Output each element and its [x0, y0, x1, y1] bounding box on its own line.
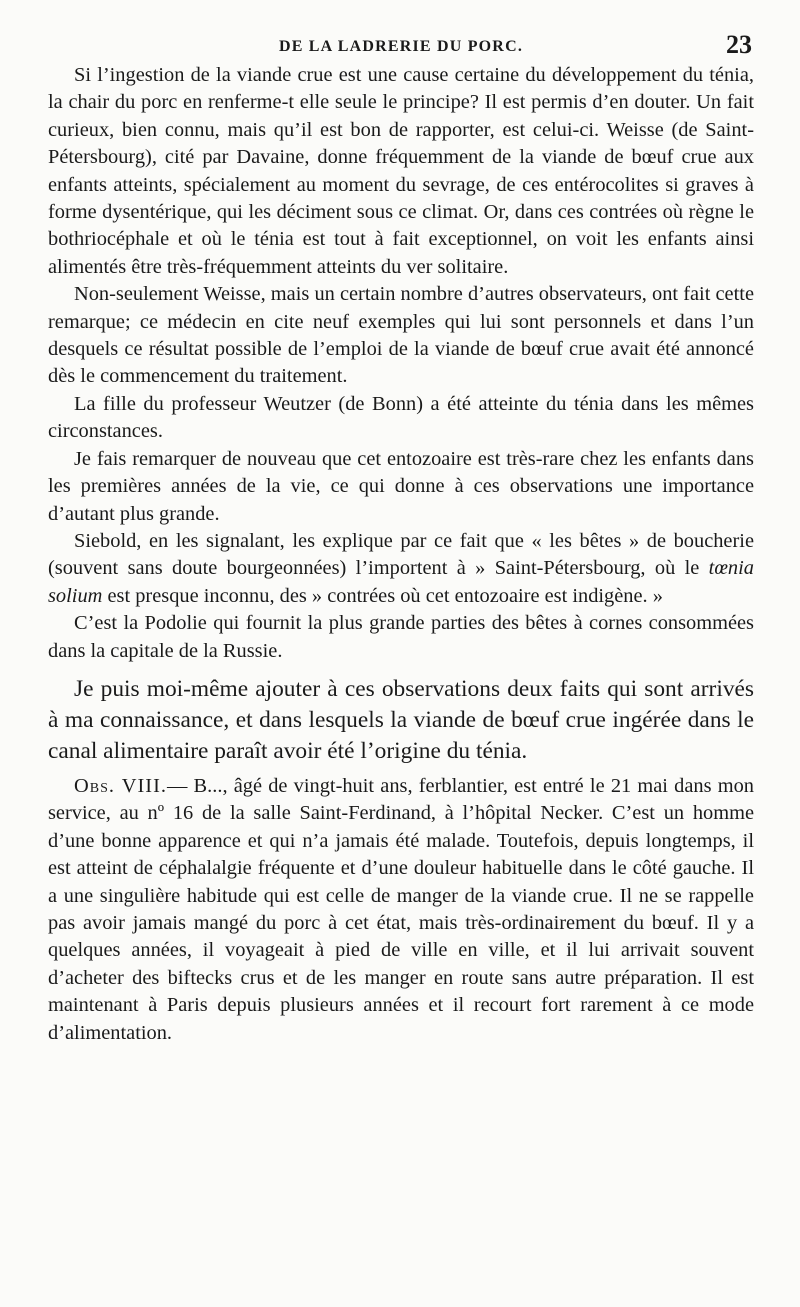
- paragraph-4: Je fais remarquer de nouveau que cet entozoaire est très-rare chez les enfants dans les premières années de la vie, ce qui donne à ces observations une importance d’autant plus grande.: [48, 447, 754, 525]
- observation-text: — B..., âgé de vingt-huit ans, ferblantier, est entré le 21 mai dans mon service, au nº 16 de la salle Saint-Ferdinand, à l’hôpital Necker. C’est un homme d’une bonne apparence et qui n’a jamais été malade. Toutefois, depuis longtemps, il est atteint de céphalalgie fréquente et d’une douleur habituelle dans le côté gauche. Il a une singulière habitude qui est celle de manger de la viande crue. Il ne se rappelle pas avoir jamais mangé du porc à cet état, mais très-ordinairement du bœuf. Il y a quelques années, il voyageait à pied de ville en ville, et il lui arrivait souvent d’acheter des biftecks crus et de les manger en route sans autre préparation. Il est maintenant à Paris depuis plusieurs années et il recourt fort rarement à ce mode d’alimentation.: [48, 774, 754, 1044]
- running-title: DE LA LADRERIE DU PORC.: [278, 38, 524, 55]
- paragraph-1: Si l’ingestion de la viande crue est une cause certaine du développement du ténia, la chair du porc en renferme-t elle seule le principe? Il est permis d’en douter. Un fait curieux, bien connu, mais qu’il est bon de rapporter, est celui-ci. Weisse (de Saint-Pétersbourg), cité par Davaine, donne fréquemment de la viande de bœuf crue aux enfants atteints, spécialement au moment du sevrage, de ces entérocolites si graves à forme dysentérique, qui les déciment sous ce climat. Or, dans ces contrées où règne le bothriocéphale et où le ténia est tout à fait exceptionnel, on voit les enfants ainsi alimentés être très-fréquemment atteints du ver solitaire.: [48, 64, 754, 278]
- page-number: 23: [726, 30, 752, 59]
- quote-text-start: Siebold, en les signalant, les explique par ce fait que « les bêtes » de boucherie (souvent sans doute bourgeonnées) l’importent à » Saint-Pétersbourg, où le: [48, 529, 754, 580]
- page-header: [48, 0, 754, 62]
- observation-label: Obs. VIII.: [74, 774, 167, 797]
- quote-text-end: est presque inconnu, des » contrées où cet entozoaire est indigène. »: [102, 584, 663, 607]
- paragraph-5-quote: [48, 528, 754, 610]
- paragraph-6: C’est la Podolie qui fournit la plus grande parties des bêtes à cornes consommées dans la capitale de la Russie.: [48, 612, 754, 662]
- paragraph-7: Je puis moi-même ajouter à ces observations deux faits qui sont arrivés à ma connaissance, et dans lesquels la viande de bœuf crue ingérée dans le canal alimentaire paraît avoir été l’origine du ténia.: [48, 675, 754, 764]
- body-text: [48, 62, 754, 1047]
- paragraph-3: La fille du professeur Weutzer (de Bonn) a été atteinte du ténia dans les mêmes circonstances.: [48, 392, 754, 443]
- species-name: tœnia solium: [48, 557, 754, 607]
- observation-8: [48, 773, 754, 1047]
- paragraph-2: Non-seulement Weisse, mais un certain nombre d’autres observateurs, ont fait cette remarque; ce médecin en cite neuf exemples qui lui sont personnels et dans l’un desquels ce résultat possible de l’emploi de la viande de bœuf crue avait été annoncé dès le commencement du traitement.: [48, 283, 754, 388]
